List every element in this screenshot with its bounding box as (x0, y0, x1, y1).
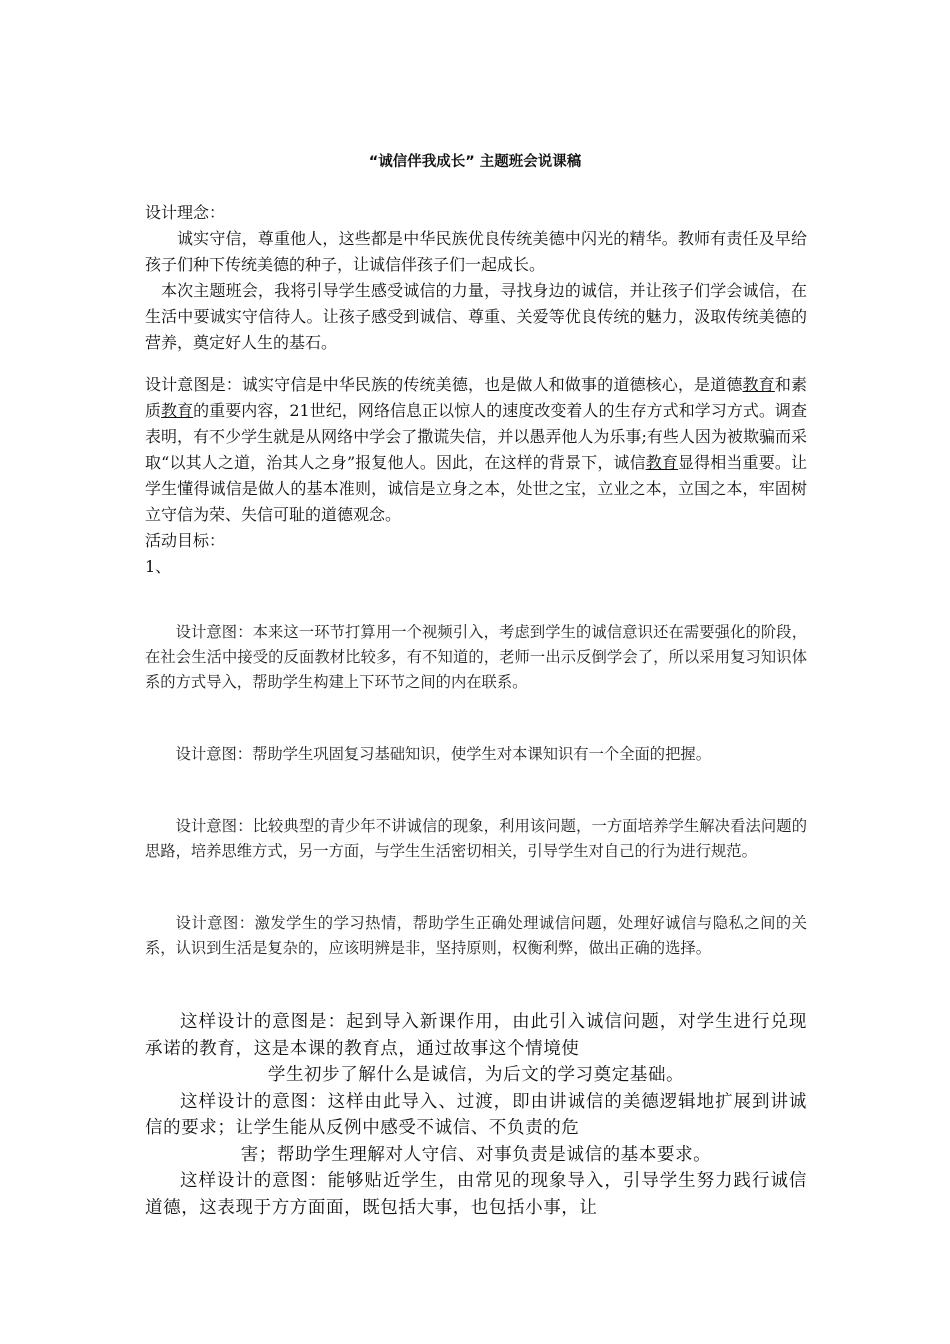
design-concept-paragraph-1: 诚实守信，尊重他人，这些都是中华民族优良传统美德中闪光的精华。教师有责任及早给孩子们种下传统美德的种子，让诚信伴孩子们一起成长。 (145, 229, 807, 274)
document-title: “诚信伴我成长” 主题班会说课稿 (368, 154, 582, 170)
education-link[interactable]: 教育 (161, 401, 194, 420)
activity-goal-item-1: 1、 (145, 557, 172, 576)
design-intent-text-3: 的重要内容，21世纪，网络信息正以惊人的速度改变着人的生存方式和学习方式。调查表明，有不少学生就是从网络中学会了撒谎失信，并以愚弄他人为乐事;有些人因为被欺骗而采取“以其人之道，治其人之身”报复他人。因此，在这样的背景下，诚信 (145, 401, 807, 472)
intent-paragraph-1: 设计意图：本来这一环节打算用一个视频引入，考虑到学生的诚信意识还在需要强化的阶段，在社会生活中接受的反面教材比较多，有不知道的，老师一出示反倒学会了，所以采用复习知识体系的方式导入，帮助学生构建上下环节之间的内在联系。 (145, 623, 807, 691)
activity-goal-heading: 活动目标： (145, 531, 226, 550)
closing-paragraph-1: 这样设计的意图是：起到导入新课作用，由此引入诚信问题，对学生进行兑现承诺的教育，这是本课的教育点，通过故事这个情境使 (145, 1012, 807, 1059)
design-concept-paragraph-2: 本次主题班会，我将引导学生感受诚信的力量，寻找身边的诚信，并让孩子们学会诚信，在生活中要诚实守信待人。让孩子感受到诚信、尊重、关爱等优良传统的魅力，汲取传统美德的营养，奠定好人生的基石。 (145, 281, 807, 352)
closing-paragraph-2-last-line: 害；帮助学生理解对人守信、对事负责是诚信的基本要求。 (240, 1144, 712, 1165)
design-intent-text-1: 设计意图是：诚实守信是中华民族的传统美德，也是做人和做事的道德核心，是道德 (145, 375, 743, 394)
intent-paragraph-3: 设计意图：比较典型的青少年不讲诚信的现象，利用该问题，一方面培养学生解决看法问题的思路，培养思维方式，另一方面，与学生生活密切相关，引导学生对自己的行为进行规范。 (145, 817, 807, 860)
design-intent-paragraph (145, 372, 807, 528)
closing-section (145, 1009, 807, 1221)
closing-paragraph-3: 这样设计的意图：能够贴近学生，由常见的现象导入，引导学生努力践行诚信道德，这表现于方方面面，既包括大事，也包括小事，让 (145, 1171, 807, 1218)
design-concept-heading: 设计理念： (145, 203, 226, 222)
design-intent-text-4: 显得相当重要。让学生懂得诚信是做人的基本准则，诚信是立身之本，处世之宝，立业之本，立国之本，牢固树立守信为荣、失信可耻的道德观念。 (145, 453, 807, 524)
intent-paragraph-2: 设计意图：帮助学生巩固复习基础知识，使学生对本课知识有一个全面的把握。 (175, 745, 711, 763)
intent-paragraph-4: 设计意图：激发学生的学习热情，帮助学生正确处理诚信问题，处理好诚信与隐私之间的关系，认识到生活是复杂的，应该明辨是非，坚持原则，权衡利弊，做出正确的选择。 (145, 914, 807, 957)
design-concept-section (145, 200, 807, 356)
design-intent-section (145, 372, 807, 580)
closing-paragraph-1-last-line: 学生初步了解什么是诚信，为后文的学习奠定基础。 (267, 1065, 685, 1085)
design-intent-text-2: 和素质 (145, 375, 807, 420)
closing-paragraph-2: 这样设计的意图：这样由此导入、过渡，即由讲诚信的美德逻辑地扩展到讲诚信的要求；让学生能从反例中感受不诚信、不负责的危 (145, 1091, 807, 1138)
education-link[interactable]: 教育 (645, 453, 679, 472)
education-link[interactable]: 教育 (742, 375, 775, 394)
